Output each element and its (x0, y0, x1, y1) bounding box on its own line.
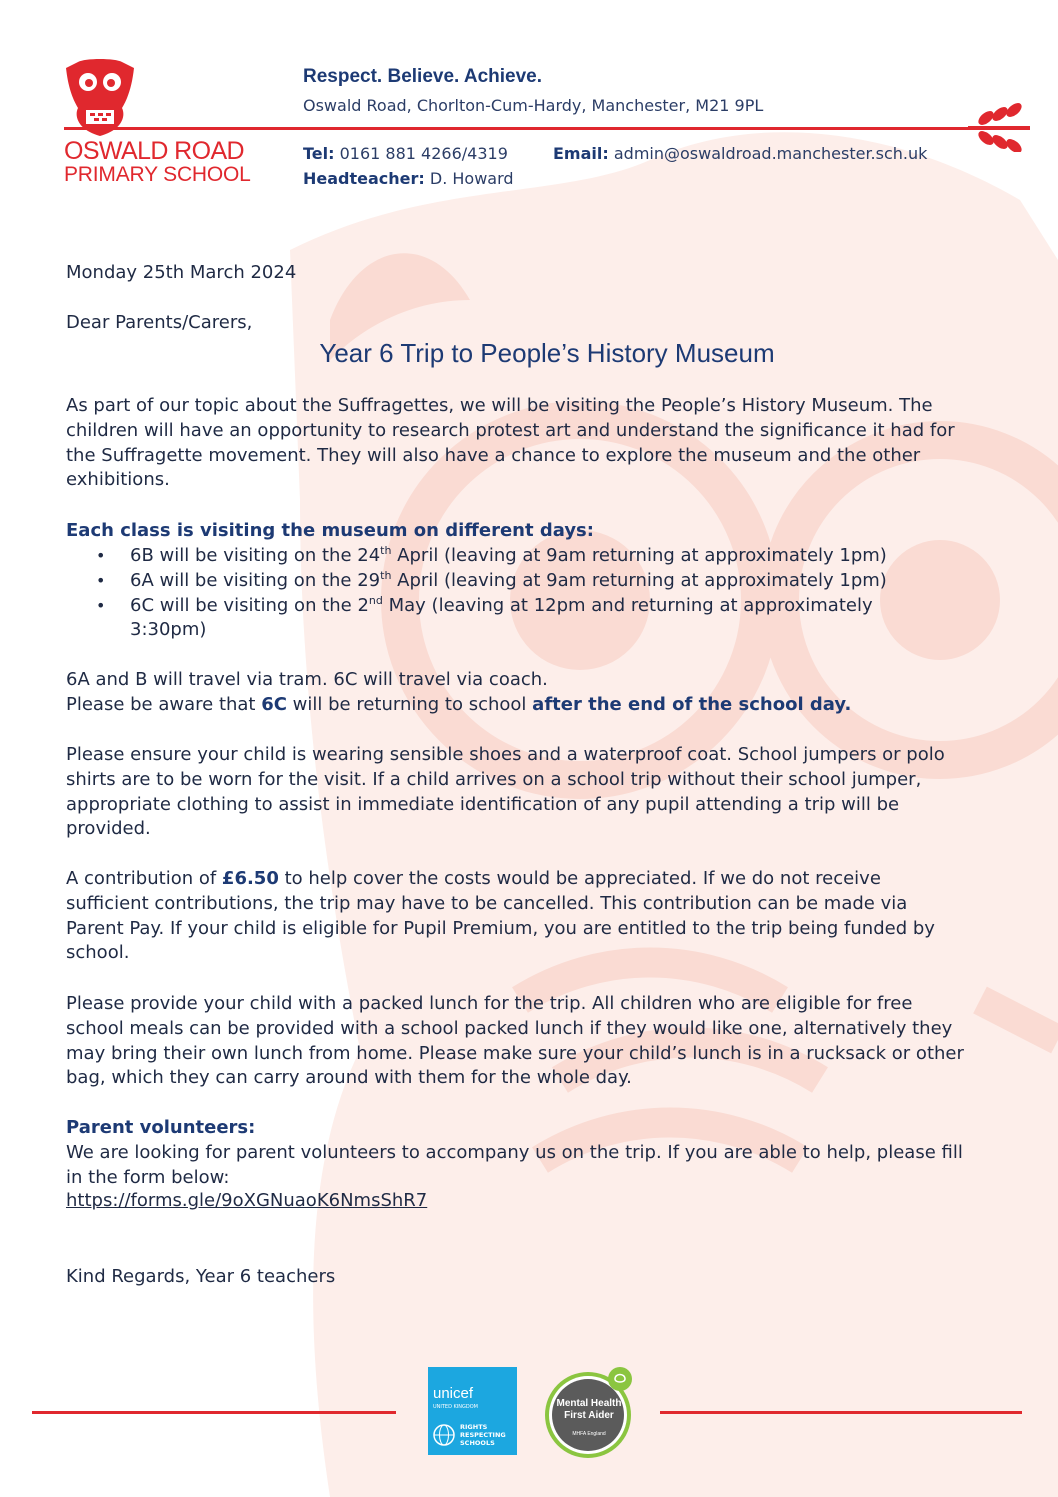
tel-value: 0161 881 4266/4319 (339, 144, 508, 163)
school-address: Oswald Road, Chorlton-Cum-Hardy, Manchester, M21 9PL (303, 96, 764, 115)
tel-label: Tel: (303, 144, 335, 163)
headteacher-name: D. Howard (429, 169, 514, 188)
email-value: admin@oswaldroad.manchester.sch.uk (613, 144, 928, 163)
school-name (64, 139, 251, 186)
globe-icon (432, 1423, 456, 1447)
mhfa-title: Mental Health First Aider (556, 1398, 622, 1421)
school-telephone (303, 144, 508, 163)
unicef-rights-respecting-badge (428, 1367, 517, 1455)
leaf-branch-icon (966, 100, 1034, 152)
list-item: • 6B will be visiting on the 24th April (leaving at 9am returning at approximately 1pm) (96, 544, 936, 569)
headteacher-label: Headteacher: (303, 169, 425, 188)
days-heading: Each class is visiting the museum on different days: (66, 520, 594, 541)
letter-title: Year 6 Trip to People’s History Museum (319, 338, 775, 368)
school-name-line1: OSWALD ROAD (64, 137, 244, 165)
aware-line: Please be aware that 6C will be returning to school after the end of the school day. (66, 693, 852, 715)
volunteers-paragraph: We are looking for parent volunteers to accompany us on the trip. If you are able to help, please fill in the form below: (66, 1142, 963, 1188)
letter-date: Monday 25th March 2024 (66, 262, 297, 283)
email-label: Email: (553, 144, 609, 163)
contribution-amount: £6.50 (221, 868, 279, 889)
volunteers-heading: Parent volunteers: (66, 1117, 256, 1138)
salutation: Dear Parents/Carers, (66, 312, 253, 333)
travel-line: 6A and B will travel via tram. 6C will travel via coach. (66, 669, 548, 690)
owl-logo-icon (60, 58, 140, 138)
travel-paragraph (66, 668, 966, 718)
footer-divider-left (32, 1411, 396, 1414)
school-motto: Respect. Believe. Achieve. (303, 66, 543, 87)
visit-days-list (96, 544, 936, 643)
school-email (553, 144, 927, 163)
unicef-brand: unicef (433, 1385, 474, 1402)
intro-paragraph: As part of our topic about the Suffragettes, we will be visiting the People’s History Museum. The children will have an opportunity to research protest art and understand the significance it had for the Suffragette movement. They will also have a chance to explore the museum and the other exhibitions. (66, 395, 955, 491)
list-item: • 6A will be visiting on the 29th April (leaving at 9am returning at approximately 1pm) (96, 569, 936, 594)
volunteer-form-link[interactable]: https://forms.gle/9oXGNuaoK6NmsShR7 (66, 1190, 428, 1211)
mhfa-org: MHFA England (572, 1431, 606, 1437)
list-item: • 6C will be visiting on the 2nd May (leaving at 12pm and returning at approximately 3:30pm) (96, 594, 936, 644)
contribution-paragraph: A contribution of £6.50 to help cover the costs would be appreciated. If we do not receive sufficient contributions, the trip may have to be cancelled. This contribution can be made via Parent Pay. If your child is eligible for Pupil Premium, you are entitled to the trip being funded by school. (66, 868, 935, 964)
school-name-line2: PRIMARY SCHOOL (64, 163, 251, 186)
footer-divider-right (660, 1411, 1022, 1414)
clothing-paragraph: Please ensure your child is wearing sensible shoes and a waterproof coat. School jumpers or polo shirts are to be worn for the visit. If a child arrives on a school trip without their school jumper, appropriate clothing to assist in immediate identification of any pupil attending a trip will be provided. (66, 744, 945, 840)
header-divider (64, 127, 976, 130)
unicef-country: UNITED KINGDOM (433, 1404, 478, 1410)
unicef-badge-text: RIGHTS RESPECTING SCHOOLS (460, 1423, 506, 1447)
headteacher (303, 169, 514, 188)
lunch-paragraph: Please provide your child with a packed lunch for the trip. All children who are eligible for free school meals can be provided with a school packed lunch if they would like one, alternatively they may bring their own lunch from home. Please make sure your child’s lunch is in a rucksack or other bag, which they can carry around with them for the whole day. (66, 993, 964, 1089)
sign-off: Kind Regards, Year 6 teachers (66, 1266, 336, 1287)
